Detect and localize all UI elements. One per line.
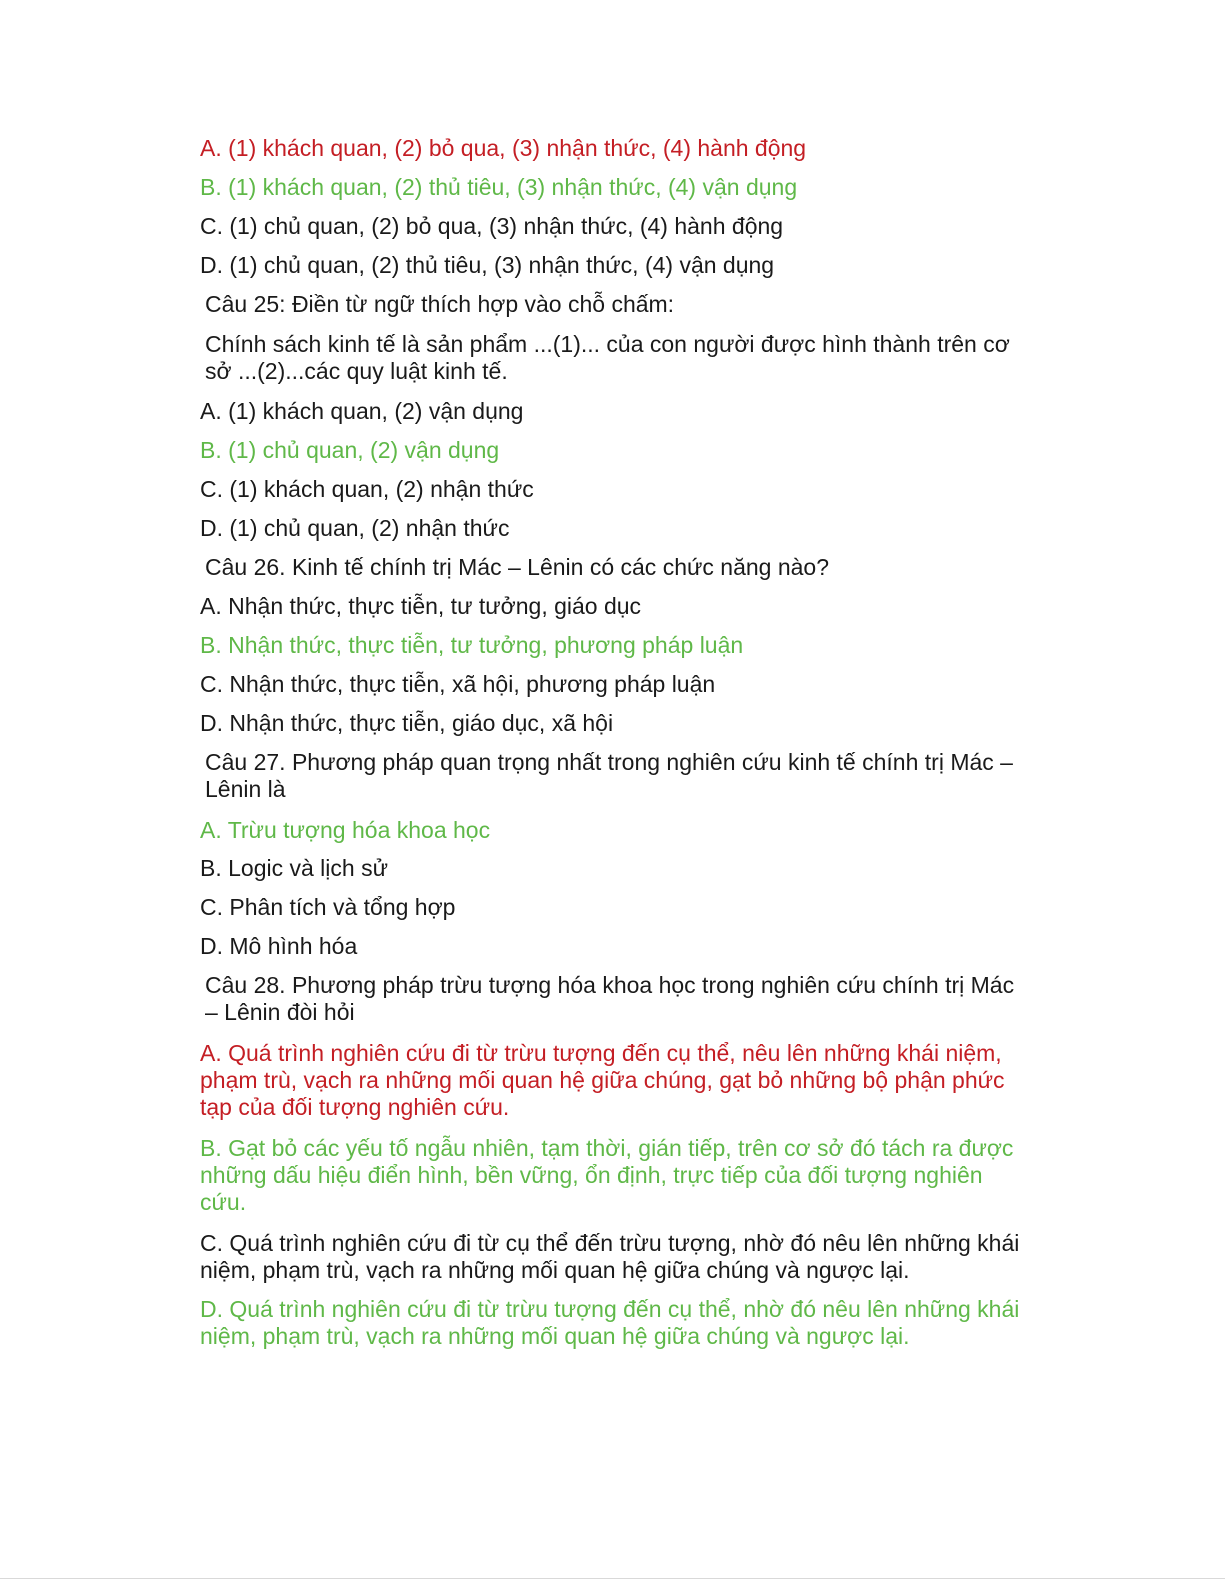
q27-option-d: D. Mô hình hóa bbox=[200, 933, 358, 959]
q28-option-c: C. Quá trình nghiên cứu đi từ cụ thể đến trừu tượng, nhờ đó nêu lên những khái niệm, phạm trù, vạch ra những mối quan hệ giữa chúng và ngược lại. bbox=[200, 1230, 1020, 1283]
q27-title: Câu 27. Phương pháp quan trọng nhất trong nghiên cứu kinh tế chính trị Mác – Lênin là bbox=[205, 749, 1013, 802]
q26-title: Câu 26. Kinh tế chính trị Mác – Lênin có các chức năng nào? bbox=[205, 554, 829, 580]
prev-option-b: B. (1) khách quan, (2) thủ tiêu, (3) nhận thức, (4) vận dụng bbox=[200, 174, 798, 200]
page-bottom-divider bbox=[0, 1578, 1225, 1579]
q28-title: Câu 28. Phương pháp trừu tượng hóa khoa học trong nghiên cứu chính trị Mác – Lênin đòi hỏi bbox=[205, 972, 1015, 1025]
q27-option-c: C. Phân tích và tổng hợp bbox=[200, 894, 456, 920]
prev-option-c: C. (1) chủ quan, (2) bỏ qua, (3) nhận thức, (4) hành động bbox=[200, 213, 784, 239]
q25-option-a: A. (1) khách quan, (2) vận dụng bbox=[200, 398, 524, 424]
q28-option-d: D. Quá trình nghiên cứu đi từ trừu tượng đến cụ thể, nhờ đó nêu lên những khái niệm, phạm trù, vạch ra những mối quan hệ giữa chúng và ngược lại. bbox=[200, 1296, 1020, 1349]
q26-option-d: D. Nhận thức, thực tiễn, giáo dục, xã hội bbox=[200, 710, 614, 736]
q27-option-b: B. Logic và lịch sử bbox=[200, 855, 388, 881]
q25-title: Câu 25: Điền từ ngữ thích hợp vào chỗ chấm: bbox=[205, 291, 675, 317]
q25-option-b: B. (1) chủ quan, (2) vận dụng bbox=[200, 437, 500, 463]
prev-option-d: D. (1) chủ quan, (2) thủ tiêu, (3) nhận thức, (4) vận dụng bbox=[200, 252, 775, 278]
prev-option-a: A. (1) khách quan, (2) bỏ qua, (3) nhận thức, (4) hành động bbox=[200, 135, 807, 161]
q26-option-b: B. Nhận thức, thực tiễn, tư tưởng, phương pháp luận bbox=[200, 632, 744, 658]
q26-option-c: C. Nhận thức, thực tiễn, xã hội, phương pháp luận bbox=[200, 671, 716, 697]
q25-option-d: D. (1) chủ quan, (2) nhận thức bbox=[200, 515, 510, 541]
q28-option-b: B. Gạt bỏ các yếu tố ngẫu nhiên, tạm thời, gián tiếp, trên cơ sở đó tách ra được những dấu hiệu điển hình, bền vững, ổn định, trực tiếp của đối tượng nghiên cứu. bbox=[200, 1135, 1014, 1215]
q27-option-a: A. Trừu tượng hóa khoa học bbox=[200, 817, 491, 843]
q28-option-a: A. Quá trình nghiên cứu đi từ trừu tượng đến cụ thể, nêu lên những khái niệm, phạm trù, vạch ra những mối quan hệ giữa chúng, gạt bỏ những bộ phận phức tạp của đối tượng nghiên cứu. bbox=[200, 1040, 1005, 1120]
q25-prompt: Chính sách kinh tế là sản phẩm ...(1)... của con người được hình thành trên cơ sở ...(2)...các quy luật kinh tế. bbox=[205, 331, 1010, 384]
q26-option-a: A. Nhận thức, thực tiễn, tư tưởng, giáo dục bbox=[200, 593, 642, 619]
q25-option-c: C. (1) khách quan, (2) nhận thức bbox=[200, 476, 534, 502]
